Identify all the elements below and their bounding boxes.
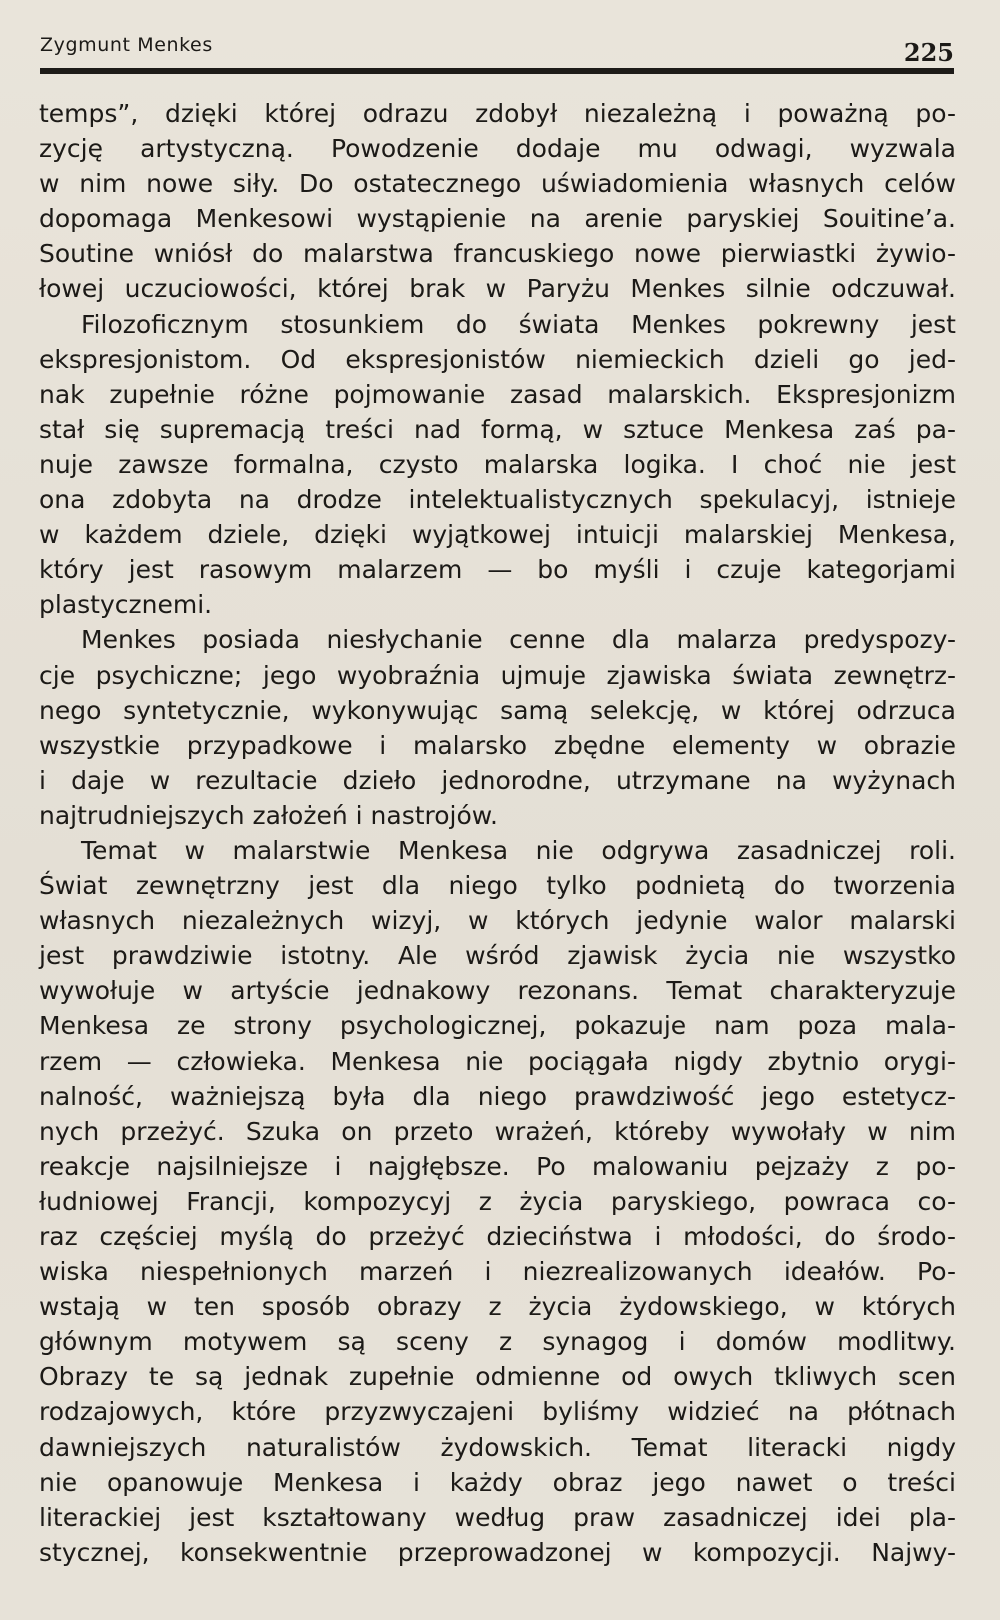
paragraph-first-line: Temat w malarstwie Menkesa nie odgrywa zasadniczej roli. bbox=[81, 835, 956, 865]
text-line: reakcje najsilniejsze i najgłębsze. Po malowaniu pejzaży z po- bbox=[39, 1151, 956, 1181]
text-line: dopomaga Menkesowi wystąpienie na arenie paryskiej Souitine’a. bbox=[39, 204, 956, 234]
running-header bbox=[40, 30, 954, 76]
paragraph-first-line: Menkes posiada niesłychanie cenne dla malarza predyspozy- bbox=[81, 625, 956, 655]
page-number: 225 bbox=[903, 38, 954, 67]
text-line: łowej uczuciowości, której brak w Paryżu Menkes silnie odczuwał. bbox=[39, 274, 956, 304]
paragraph-last-line: plastycznemi. bbox=[39, 590, 213, 620]
body-text bbox=[39, 96, 956, 1570]
text-line: który jest rasowym malarzem — bo myśli i czuje kategorjami bbox=[39, 555, 956, 585]
text-line: Świat zewnętrzny jest dla niego tylko podnietą do tworzenia bbox=[39, 871, 956, 901]
text-line: nak zupełnie różne pojmowanie zasad malarskich. Ekspresjonizm bbox=[39, 379, 956, 409]
text-line: nie opanowuje Menkesa i każdy obraz jego nawet o treści bbox=[39, 1467, 956, 1497]
text-line: cje psychiczne; jego wyobraźnia ujmuje zjawiska świata zewnętrz- bbox=[39, 660, 956, 690]
text-line: temps”, dzięki której odrazu zdobył niezależną i poważną po- bbox=[39, 99, 956, 128]
text-line: wywołuje w artyście jednakowy rezonans. Temat charakteryzuje bbox=[39, 976, 956, 1006]
text-line: nuje zawsze formalna, czysto malarska logika. I choć nie jest bbox=[39, 449, 956, 479]
text-line: dawniejszych naturalistów żydowskich. Temat literacki nigdy bbox=[39, 1432, 956, 1462]
text-line: raz częściej myślą do przeżyć dzieciństwa i młodości, do środo- bbox=[39, 1222, 956, 1251]
paragraph-first-line: Filozoficznym stosunkiem do świata Menkes pokrewny jest bbox=[81, 309, 956, 339]
text-line: stał się supremacją treści nad formą, w sztuce Menkesa zaś pa- bbox=[39, 414, 956, 444]
text-line: wstają w ten sposób obrazy z życia żydowskiego, w których bbox=[39, 1292, 956, 1322]
text-line: i daje w rezultacie dzieło jednorodne, utrzymane na wyżynach bbox=[39, 765, 956, 795]
text-line: rodzajowych, które przyzwyczajeni byliśmy widzieć na płótnach bbox=[39, 1397, 956, 1427]
text-line: własnych niezależnych wizyj, w których jedynie walor malarski bbox=[39, 906, 956, 936]
text-line: nych przeżyć. Szuka on przeto wrażeń, któreby wywołały w nim bbox=[39, 1116, 956, 1146]
author-name: Zygmunt Menkes bbox=[40, 34, 213, 56]
text-line: jest prawdziwie istotny. Ale wśród zjawisk życia nie wszystko bbox=[39, 941, 956, 971]
header-rule bbox=[40, 68, 954, 74]
text-line: Soutine wniósł do malarstwa francuskiego nowe pierwiastki żywio- bbox=[39, 239, 956, 269]
text-line: ekspresjonistom. Od ekspresjonistów niemieckich dzieli go jed- bbox=[39, 344, 956, 374]
text-line: rzem — człowieka. Menkesa nie pociągała nigdy zbytnio orygi- bbox=[39, 1046, 956, 1076]
text-line: nego syntetycznie, wykonywując samą selekcję, w której odrzuca bbox=[39, 695, 956, 725]
text-line: wiska niespełnionych marzeń i niezrealizowanych ideałów. Po- bbox=[39, 1257, 956, 1287]
text-line: stycznej, konsekwentnie przeprowadzonej w kompozycji. Najwy- bbox=[39, 1537, 956, 1567]
text-line: literackiej jest kształtowany według praw zasadniczej idei pla- bbox=[39, 1502, 956, 1532]
text-line: nalność, ważniejszą była dla niego prawdziwość jego estetycz- bbox=[39, 1081, 956, 1111]
text-line: Obrazy te są jednak zupełnie odmienne od owych tkliwych scen bbox=[39, 1362, 956, 1392]
text-line: łudniowej Francji, kompozycyj z życia paryskiego, powraca co- bbox=[39, 1186, 956, 1216]
text-line: w każdem dziele, dzięki wyjątkowej intuicji malarskiej Menkesa, bbox=[39, 520, 956, 550]
paragraph-last-line: najtrudniejszych założeń i nastrojów. bbox=[39, 800, 498, 830]
text-line: głównym motywem są sceny z synagog i domów modlitwy. bbox=[39, 1327, 956, 1357]
text-line: wszystkie przypadkowe i malarsko zbędne elementy w obrazie bbox=[39, 730, 956, 760]
text-line: zycję artystyczną. Powodzenie dodaje mu odwagi, wyzwala bbox=[39, 134, 956, 164]
text-line: Menkesa ze strony psychologicznej, pokazuje nam poza mala- bbox=[39, 1011, 956, 1041]
text-line: ona zdobyta na drodze intelektualistycznych spekulacyj, istnieje bbox=[39, 485, 956, 515]
text-line: w nim nowe siły. Do ostatecznego uświadomienia własnych celów bbox=[39, 169, 956, 199]
